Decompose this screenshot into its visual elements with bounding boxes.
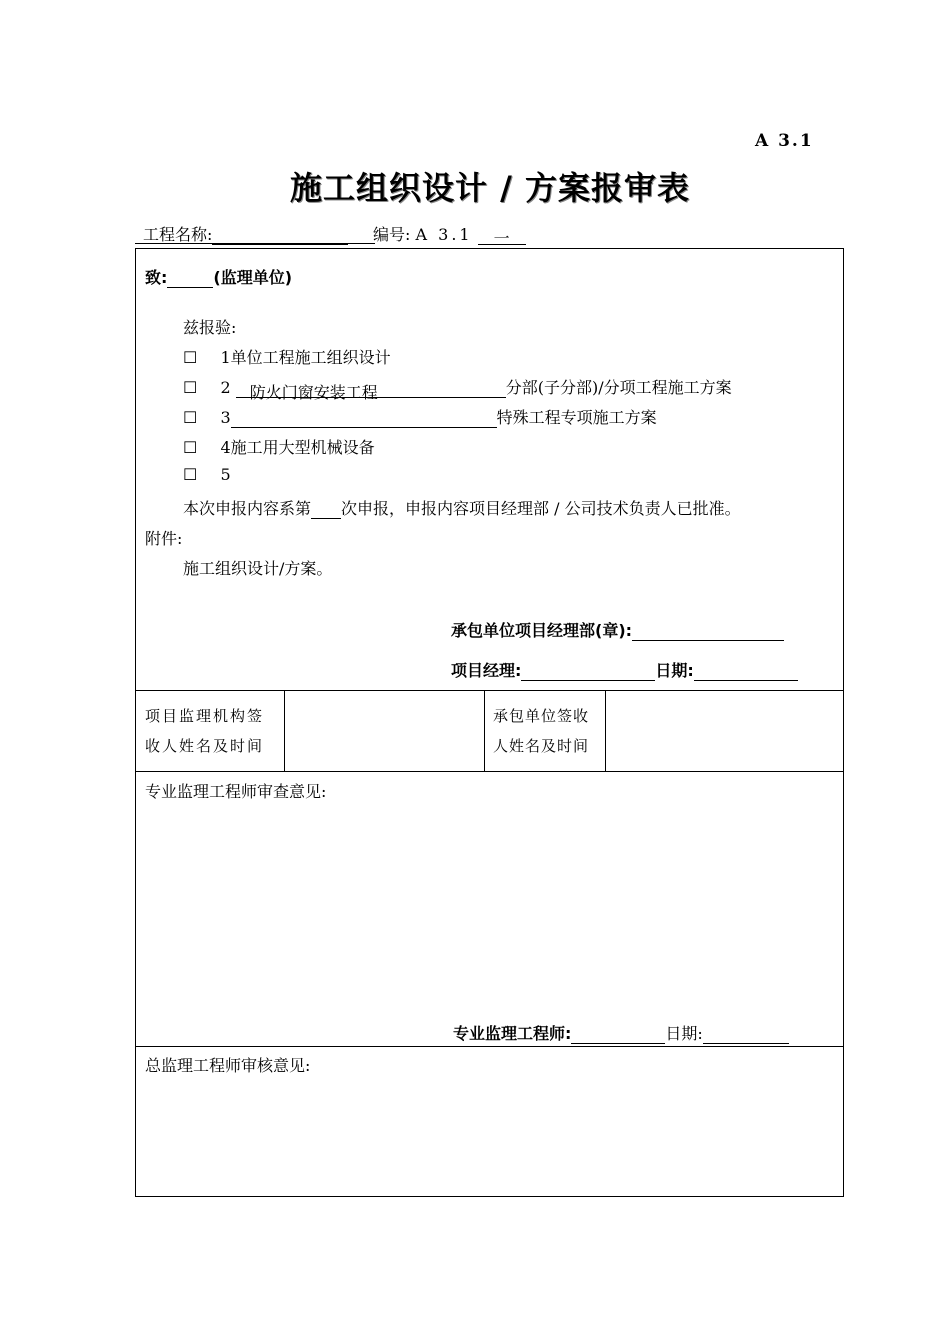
engineer-signature-blank[interactable] [571, 1025, 665, 1044]
declaration-count-blank[interactable] [311, 500, 341, 519]
engineer-review-field[interactable] [137, 805, 842, 1015]
supervisor-receipt-field[interactable] [285, 691, 484, 771]
chief-review-field[interactable] [137, 1079, 842, 1194]
contractor-receipt-label: 承包单位签收 人姓名及时间 [493, 707, 590, 755]
to-label: 致: [145, 268, 168, 287]
checkbox-1[interactable]: ☐ [183, 348, 198, 367]
supervisor-receipt-label: 项目监理机构签 收人姓名及时间 [145, 707, 265, 755]
item-2-fill[interactable]: 防火门窗安装工程 [236, 380, 506, 398]
checkbox-5[interactable]: ☐ [183, 465, 198, 484]
number-value: A 3.1 [415, 225, 473, 244]
page-title: 施工组织设计 / 方案报审表 [290, 169, 690, 207]
item-3: ☐ 3 特殊工程专项施工方案 [183, 408, 657, 427]
chief-review-label: 总监理工程师审核意见: [145, 1056, 311, 1075]
checkbox-3[interactable]: ☐ [183, 408, 198, 427]
project-manager-blank[interactable] [521, 662, 655, 681]
attachment-text: 施工组织设计/方案。 [183, 559, 333, 578]
contractor-signature: 承包单位项目经理部(章): [451, 618, 784, 641]
item-4: ☐ 4施工用大型机械设备 [183, 438, 375, 457]
form-table [135, 248, 844, 1197]
number-label: 编号: [373, 225, 411, 244]
to-unit: (监理单位) [213, 268, 293, 287]
item-5: ☐ 5 [183, 465, 231, 484]
pm-date-blank[interactable] [694, 662, 798, 681]
item-1: ☐ 1单位工程施工组织设计 [183, 348, 391, 367]
engineer-date-blank[interactable] [703, 1025, 789, 1044]
divider [136, 771, 843, 772]
item-3-blank[interactable] [231, 409, 497, 428]
attachment-label: 附件: [145, 529, 183, 548]
project-manager-line: 项目经理: 日期: [451, 658, 798, 681]
number-field[interactable] [373, 222, 526, 248]
contractor-signature-blank[interactable] [632, 622, 784, 641]
to-line [145, 265, 292, 288]
project-name-field[interactable] [143, 222, 348, 245]
engineer-signature-line: 专业监理工程师: 日期: [453, 1021, 789, 1044]
form-code: A 3.1 [755, 131, 814, 151]
checkbox-2[interactable]: ☐ [183, 378, 198, 397]
contractor-receipt-field[interactable] [606, 691, 843, 771]
to-blank[interactable] [167, 269, 213, 288]
engineer-review-label: 专业监理工程师审查意见: [145, 782, 327, 801]
header-underline [135, 243, 375, 244]
number-suffix[interactable]: 一 [478, 226, 526, 245]
checkbox-4[interactable]: ☐ [183, 438, 198, 457]
intro-text: 兹报验: [183, 318, 237, 337]
item-2: ☐ 2 防火门窗安装工程 分部(子分部)/分项工程施工方案 [183, 378, 732, 402]
declaration: 本次申报内容系第 次申报，申报内容项目经理部 / 公司技术负责人已批准。 [183, 499, 741, 518]
divider [136, 1046, 843, 1047]
project-name-label: 工程名称: [143, 225, 213, 244]
